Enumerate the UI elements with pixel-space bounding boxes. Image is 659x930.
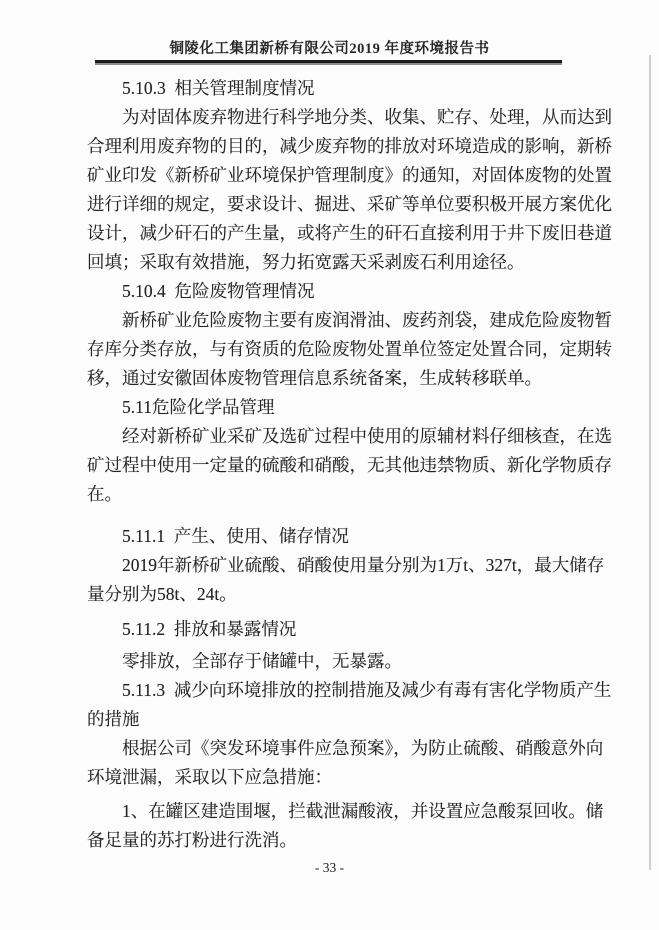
paragraph: [87, 551, 603, 609]
text-line: 5.11.1 产生、使用、储存情况: [122, 526, 349, 546]
paragraph: [87, 422, 612, 509]
text-line: 5.11.2 排放和暴露情况: [122, 619, 297, 639]
text-line: 5.11危险化学品管理: [122, 397, 275, 417]
text-line: 零排放，全部存于储罐中，无暴露。: [122, 651, 402, 671]
text-line: 在。: [87, 484, 122, 504]
text-line: 5.10.4 危险废物管理情况: [122, 281, 315, 301]
document-body: [87, 74, 612, 855]
report-header-title: 铜陵化工集团新桥有限公司2019 年度环境报告书: [169, 41, 490, 57]
section-heading: [87, 393, 603, 422]
text-line: 新桥矿业危险废物主要有废润滑油、废药剂袋，建成危险废物暂: [122, 310, 612, 330]
text-line: 的措施: [87, 709, 140, 729]
text-line: 根据公司《突发环境事件应急预案》，为防止硫酸、硝酸意外向: [122, 738, 604, 758]
scan-artifact-line: [649, 55, 651, 870]
text-line: 5.10.3 相关管理制度情况: [122, 78, 315, 98]
text-line: 经对新桥矿业采矿及选矿过程中使用的原辅材料仔细核查，在选: [122, 426, 612, 446]
page-number: - 33 -: [314, 860, 345, 875]
text-line: 2019年新桥矿业硫酸、硝酸使用量分别为1万t、327t，最大储存: [122, 555, 605, 575]
section-heading: [87, 277, 603, 306]
text-line: 1、在罐区建造围堰，拦截泄漏酸液，并设置应急酸泵回收。储: [122, 801, 604, 821]
text-line: 矿过程中使用一定量的硫酸和硝酸，无其他违禁物质、新化学物质存: [87, 455, 612, 475]
text-line: 合理利用废弃物的目的，减少废弃物的排放对环境造成的影响，新桥: [87, 136, 612, 156]
section-heading: [87, 615, 603, 644]
text-line: 量分别为58t、24t。: [87, 584, 237, 604]
section-heading: [87, 522, 603, 551]
paragraph: [87, 734, 603, 792]
paragraph: [87, 103, 612, 277]
text-line: 环境泄漏，采取以下应急措施：: [87, 767, 332, 787]
text-line: 备足量的苏打粉进行洗消。: [87, 830, 297, 850]
paragraph: [87, 797, 603, 855]
text-line: 设计，减少矸石的产生量，或将产生的矸石直接利用于井下废旧巷道: [87, 223, 612, 243]
paragraph: [87, 306, 612, 393]
section-heading: [87, 676, 612, 734]
paragraph: [87, 647, 603, 676]
text-line: 移，通过安徽固体废物管理信息系统备案，生成转移联单。: [87, 368, 542, 388]
text-line: 矿业印发《新桥矿业环境保护管理制度》的通知，对固体废物的处置: [87, 165, 612, 185]
text-line: 进行详细的规定，要求设计、掘进、采矿等单位要积极开展方案优化: [87, 194, 612, 214]
text-line: 存库分类存放，与有资质的危险废物处置单位签定处置合同，定期转: [87, 339, 612, 359]
text-line: 5.11.3 减少向环境排放的控制措施及减少有毒有害化学物质产生: [122, 680, 612, 700]
text-line: 为对固体废弃物进行科学地分类、收集、贮存、处理，从而达到: [122, 107, 612, 127]
header-rule: [95, 60, 562, 65]
text-line: 回填；采取有效措施，努力拓宽露天采剥废石利用途径。: [87, 252, 525, 272]
section-heading: [87, 74, 603, 103]
